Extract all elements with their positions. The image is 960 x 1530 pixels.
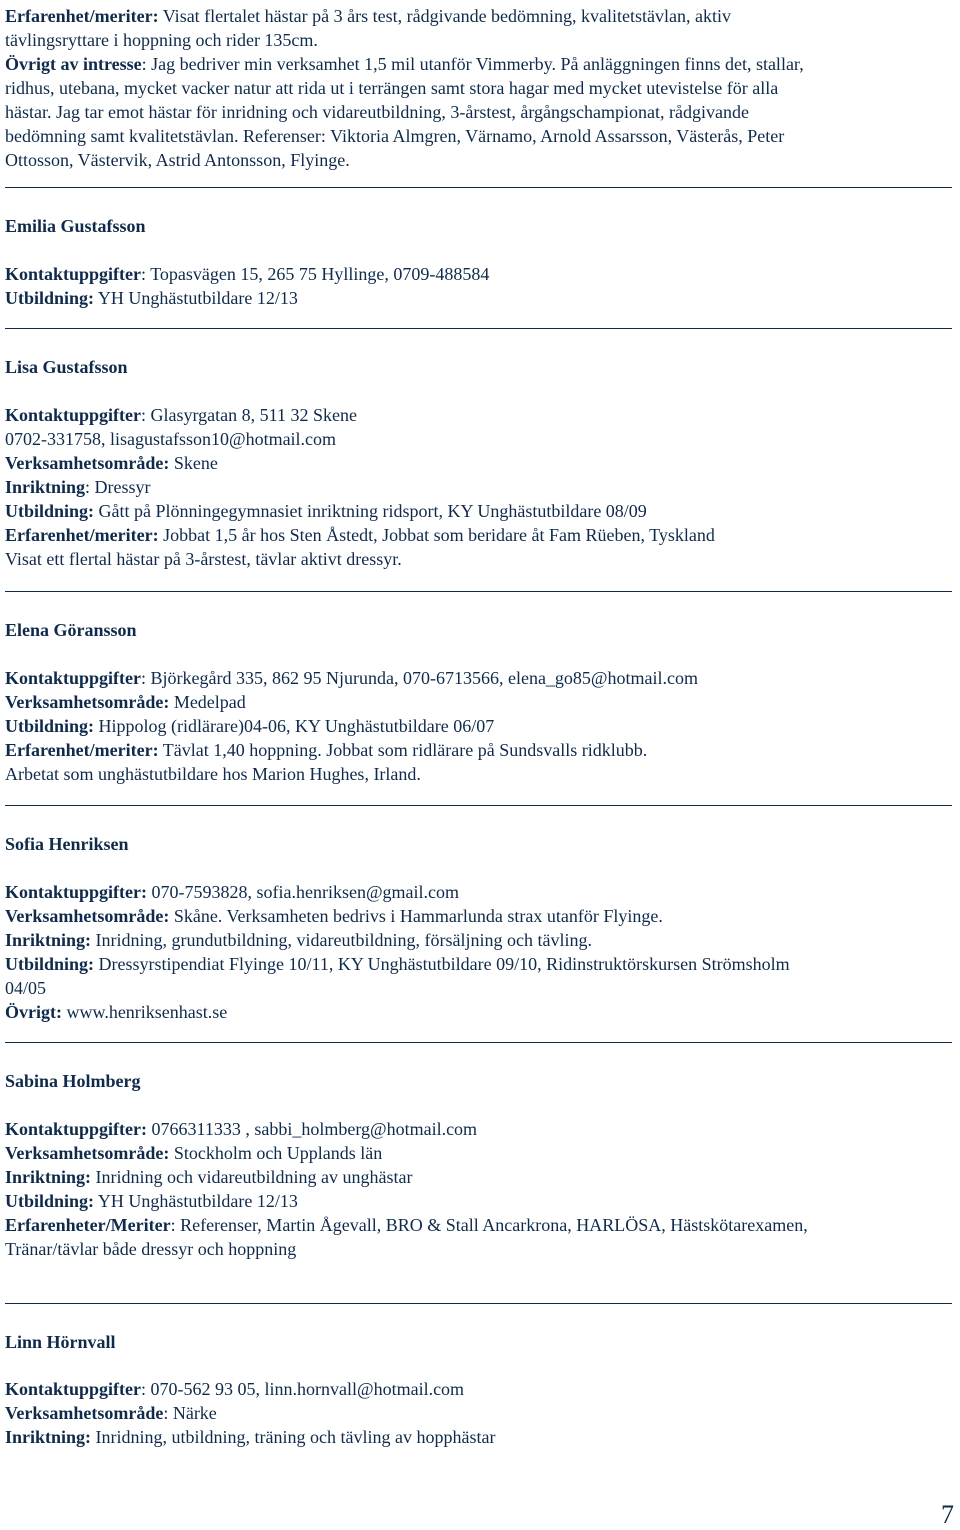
area-line: Verksamhetsområde: Skene: [5, 453, 218, 473]
experience-line-2: Arbetat som unghästutbildare hos Marion Hughes, Irland.: [5, 764, 421, 784]
experience-line: Erfarenhet/meriter: Jobbat 1,5 år hos Sten Åstedt, Jobbat som beridare åt Fam Rüeben, Tyskland: [5, 525, 715, 545]
entry-name: Sofia Henriksen: [5, 834, 129, 854]
label-ovrigt: Övrigt av intresse: [5, 54, 142, 74]
entry-name: Lisa Gustafsson: [5, 357, 128, 377]
experience-line-2: Visat ett flertal hästar på 3-årstest, tävlar aktivt dressyr.: [5, 549, 402, 569]
document-page: [5, 4, 955, 1449]
experience-line: Erfarenhet/meriter: Tävlat 1,40 hoppning. Jobbat som ridlärare på Sundsvalls ridklubb.: [5, 740, 648, 760]
page-number: 7: [941, 1500, 954, 1529]
education-line: Utbildning: YH Unghästutbildare 12/13: [5, 288, 298, 308]
entry-name: Linn Hörnvall: [5, 1332, 116, 1352]
education-line: Utbildning: YH Unghästutbildare 12/13: [5, 1191, 298, 1211]
entry-name: Elena Göransson: [5, 620, 137, 640]
website-link: www.henriksenhast.se: [61, 1002, 228, 1022]
contact-line-2: 0702-331758, lisagustafsson10@hotmail.com: [5, 429, 337, 449]
education-line: Utbildning: Gått på Plönningegymnasiet inriktning ridsport, KY Unghästutbildare 08/09: [5, 501, 647, 521]
contact-line: Kontaktuppgifter: 070-7593828, sofia.henriksen@gmail.com: [5, 882, 460, 902]
experience-line-2: Tränar/tävlar både dressyr och hoppning: [5, 1239, 297, 1259]
label-erfarenhet: Erfarenhet/meriter:: [5, 6, 159, 26]
contact-line: Kontaktuppgifter: Topasvägen 15, 265 75 Hyllinge, 0709-488584: [5, 264, 490, 284]
entry-name: Sabina Holmberg: [5, 1071, 141, 1091]
education-line: Utbildning: Hippolog (ridlärare)04-06, KY Unghästutbildare 06/07: [5, 716, 495, 736]
contact-line: Kontaktuppgifter: Glasyrgatan 8, 511 32 Skene: [5, 405, 357, 425]
entry-name: Emilia Gustafsson: [5, 216, 146, 236]
education-line-2: 04/05: [5, 978, 47, 998]
focus-line: Inriktning: Inridning och vidareutbildning av unghästar: [5, 1167, 413, 1187]
education-line: Utbildning: Dressyrstipendiat Flyinge 10/11, KY Unghästutbildare 09/10, Ridinstruktörskursen Strömsholm: [5, 954, 790, 974]
focus-line: Inriktning: Inridning, grundutbildning, vidareutbildning, försäljning och tävling.: [5, 930, 592, 950]
contact-line: Kontaktuppgifter: 070-562 93 05, linn.hornvall@hotmail.com: [5, 1379, 465, 1399]
experience-line: Erfarenheter/Meriter: Referenser, Martin Ågevall, BRO & Stall Ancarkrona, HARLÖSA, Hästskötarexamen,: [5, 1215, 808, 1235]
other-line: Övrigt: www.henriksenhast.se: [5, 1002, 228, 1022]
focus-line: Inriktning: Inridning, utbildning, träning och tävling av hopphästar: [5, 1427, 496, 1447]
focus-line: Inriktning: Dressyr: [5, 477, 151, 497]
area-line: Verksamhetsområde: Medelpad: [5, 692, 246, 712]
area-line: Verksamhetsområde: Närke: [5, 1403, 217, 1423]
area-line: Verksamhetsområde: Skåne. Verksamheten bedrivs i Hammarlunda strax utanför Flyinge.: [5, 906, 663, 926]
area-line: Verksamhetsområde: Stockholm och Upplands län: [5, 1143, 383, 1163]
intro-section: Erfarenhet/meriter: Visat flertalet hästar på 3 års test, rådgivande bedömning, kvalitetstävlan, aktiv tävlingsryttare i hoppning och rider 135cm. Övrigt av intresse: Jag bedriver min verksamhet 1,5 mil utanför Vimmerby. På anläggningen finns det, stallar, ridhus, utebana, mycket vacker natur att rida ut i terrängen samt stora hagar med mycket utevistelse för alla hästar. Jag tar emot hästar för inridning och vidareutbildning, 3-årstest, årgångschampionat, rådgivande bedömning samt kvalitetstävlan. Referenser: Viktoria Almgren, Värnamo, Arnold Assarsson, Västerås, Peter Ottosson, Västervik, Astrid Antonsson, Flyinge.: [5, 6, 804, 170]
contact-line: Kontaktuppgifter: Björkegård 335, 862 95 Njurunda, 070-6713566, elena_go85@hotmail.com: [5, 668, 698, 688]
contact-line: Kontaktuppgifter: 0766311333 , sabbi_holmberg@hotmail.com: [5, 1119, 478, 1139]
